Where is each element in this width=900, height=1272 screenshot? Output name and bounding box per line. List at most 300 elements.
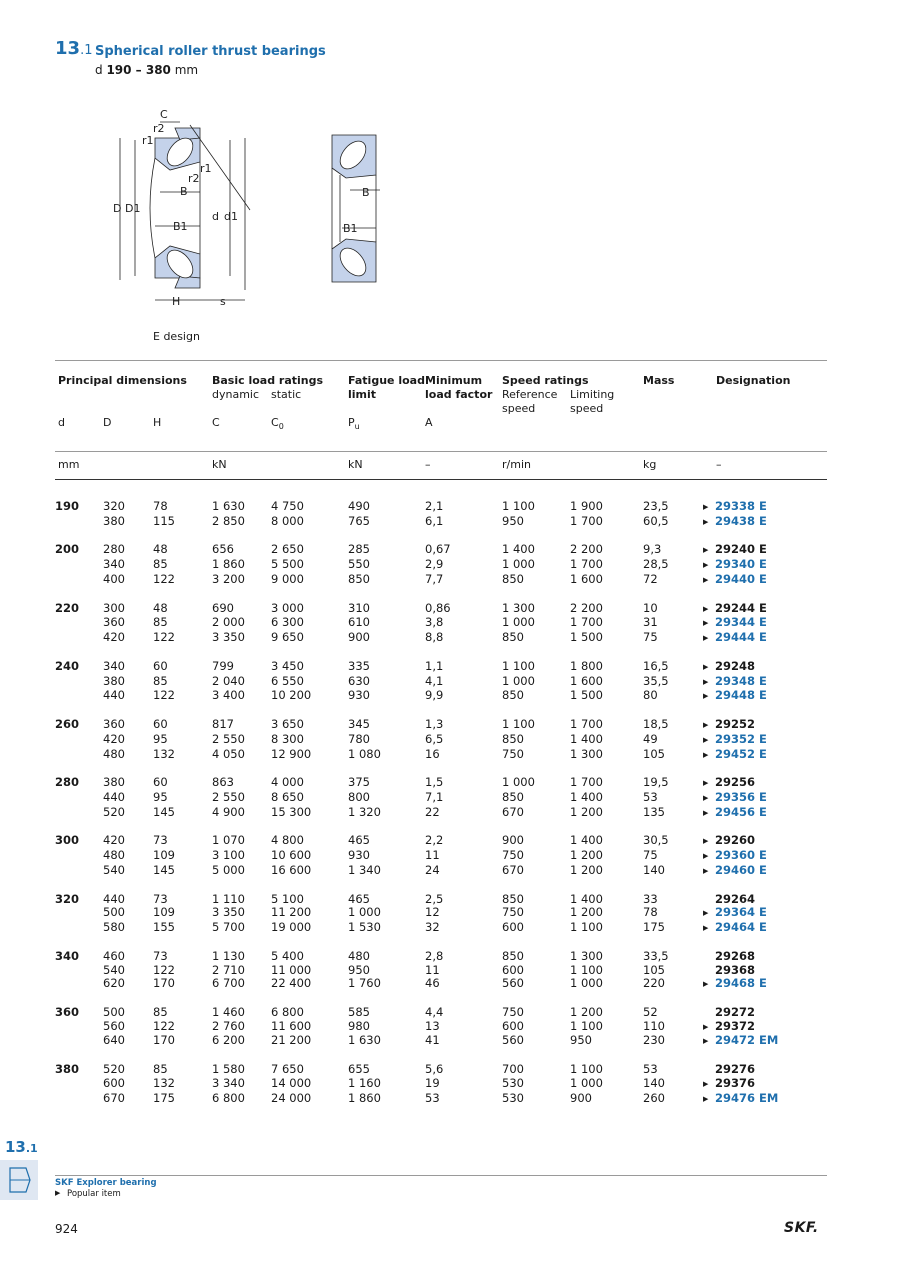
cell-designation — [703, 631, 823, 646]
cell-d: 440 — [103, 789, 125, 804]
designation-link[interactable]: 29260 — [715, 833, 756, 848]
cell-c: 1 110 — [212, 891, 245, 906]
cell-h: 85 — [153, 1062, 168, 1077]
svg-text:d1: d1 — [224, 210, 238, 223]
cell-lim: 1 100 — [570, 1062, 603, 1077]
popular-arrow-icon: ▶ — [703, 1094, 709, 1103]
cell-c: 3 350 — [212, 905, 245, 920]
popular-arrow-icon: ▶ — [703, 677, 709, 686]
cell-d: 420 — [103, 630, 125, 645]
table-row — [55, 906, 823, 921]
symbol-D: D — [103, 416, 112, 429]
cell-d — [55, 1034, 103, 1049]
cell-c: 1 630 — [212, 499, 245, 513]
cell-designation — [703, 834, 823, 849]
cell-designation — [703, 748, 823, 763]
cell-d: 500 — [103, 1004, 125, 1019]
cell-lim: 1 600 — [570, 673, 603, 688]
cell-c0: 4 800 — [271, 833, 304, 848]
cell-c: 1 130 — [212, 948, 245, 963]
cell-a: 7,1 — [425, 789, 444, 804]
cell-mass: 49 — [643, 731, 658, 746]
cell-lim: 1 800 — [570, 658, 603, 673]
popular-arrow-icon: ▶ — [703, 924, 709, 933]
designation-link[interactable]: 29464 E — [715, 920, 767, 935]
svg-text:r1: r1 — [200, 162, 212, 175]
group-spacer — [55, 992, 823, 1006]
popular-arrow-icon: ▶ — [703, 503, 709, 511]
cell-c0: 6 800 — [271, 1004, 304, 1019]
cell-designation — [703, 543, 823, 558]
cell-c0: 22 400 — [271, 976, 312, 991]
header-speed: Speed ratings — [502, 374, 589, 387]
cell-lim: 1 400 — [570, 833, 603, 848]
table-row — [55, 1020, 823, 1035]
cell-d — [55, 733, 103, 748]
cell-d: 340 — [103, 658, 125, 673]
cell-mass: 220 — [643, 976, 665, 991]
cell-ref: 750 — [502, 1004, 524, 1019]
designation-link[interactable]: 29256 — [715, 775, 756, 790]
cell-h: 48 — [153, 600, 168, 615]
cell-mass: 10 — [643, 600, 658, 615]
cell-d: 280 — [103, 542, 125, 557]
footnote-explorer: SKF Explorer bearing — [55, 1178, 157, 1188]
cell-c: 3 400 — [212, 688, 245, 703]
designation-link[interactable]: 29268 — [715, 948, 756, 963]
symbol-d: d — [58, 416, 65, 429]
cell-designation — [703, 806, 823, 821]
svg-text:r2: r2 — [188, 172, 200, 185]
cell-d: 400 — [103, 571, 125, 586]
cell-d — [55, 849, 103, 864]
designation-link[interactable]: 29440 E — [715, 571, 767, 586]
table-row — [55, 500, 823, 515]
table-row — [55, 616, 823, 631]
cell-ref: 750 — [502, 905, 524, 920]
designation-link[interactable]: 29368 — [715, 962, 756, 977]
table-row — [55, 733, 823, 748]
cell-c: 3 200 — [212, 571, 245, 586]
cell-mass: 75 — [643, 630, 658, 645]
cell-c: 2 550 — [212, 731, 245, 746]
designation-link[interactable]: 29356 E — [715, 789, 767, 804]
designation-link[interactable]: 29344 E — [715, 615, 767, 630]
cell-d: 200 — [55, 542, 80, 557]
bearing-table — [55, 500, 823, 1106]
svg-text:d: d — [212, 210, 219, 223]
cell-h: 95 — [153, 731, 168, 746]
cell-ref: 600 — [502, 920, 524, 935]
table-row — [55, 1006, 823, 1020]
cell-pu: 310 — [348, 600, 370, 615]
cell-ref: 1 100 — [502, 499, 535, 513]
cell-designation — [703, 675, 823, 690]
svg-text:D1: D1 — [125, 202, 141, 215]
cell-c0: 15 300 — [271, 804, 312, 819]
cell-lim: 1 100 — [570, 1018, 603, 1033]
designation-link[interactable]: 29364 E — [715, 905, 767, 920]
designation-link[interactable]: 29456 E — [715, 804, 767, 819]
table-row — [55, 864, 823, 879]
cell-c: 1 070 — [212, 833, 245, 848]
cell-d: 340 — [55, 948, 80, 963]
cell-lim: 2 200 — [570, 600, 603, 615]
cell-mass: 33,5 — [643, 948, 669, 963]
cell-c0: 3 450 — [271, 658, 304, 673]
popular-arrow-icon: ▶ — [703, 852, 709, 861]
cell-c0: 9 000 — [271, 571, 304, 586]
header-rule-top — [55, 360, 827, 361]
cell-a: 8,8 — [425, 630, 444, 645]
cell-designation — [703, 791, 823, 806]
cell-ref: 1 000 — [502, 557, 535, 572]
cell-mass: 53 — [643, 789, 658, 804]
designation-link[interactable]: 29244 E — [715, 600, 767, 615]
cell-ref: 600 — [502, 962, 524, 977]
cell-d: 520 — [103, 1062, 125, 1077]
group-spacer — [55, 821, 823, 835]
cell-a: 12 — [425, 905, 440, 920]
cell-mass: 75 — [643, 848, 658, 863]
designation-link[interactable]: 29352 E — [715, 731, 767, 746]
svg-text:B: B — [362, 186, 370, 199]
svg-text:B: B — [180, 185, 188, 198]
cell-mass: 72 — [643, 571, 658, 586]
footnote-popular: ▶ Popular item — [55, 1189, 121, 1199]
cell-c0: 8 650 — [271, 789, 304, 804]
cell-d: 440 — [103, 891, 125, 906]
designation-link[interactable]: 29252 — [715, 716, 756, 731]
cell-pu: 480 — [348, 948, 370, 963]
cell-d: 440 — [103, 688, 125, 703]
cell-h: 115 — [153, 513, 175, 528]
cell-a: 6,5 — [425, 731, 444, 746]
designation-link[interactable]: 29448 E — [715, 688, 767, 703]
svg-text:r2: r2 — [153, 122, 165, 135]
cell-lim: 2 200 — [570, 542, 603, 557]
cell-pu: 1 530 — [348, 920, 381, 935]
cell-pu: 1 760 — [348, 976, 381, 991]
cell-d — [55, 616, 103, 631]
popular-arrow-icon: ▶ — [703, 662, 709, 671]
designation-link[interactable]: 29376 — [715, 1075, 756, 1090]
designation-link[interactable]: 29348 E — [715, 673, 767, 688]
cell-c: 3 340 — [212, 1075, 245, 1090]
designation-link[interactable]: 29472 EM — [715, 1033, 779, 1048]
cell-d: 420 — [103, 833, 125, 848]
cell-pu: 285 — [348, 542, 370, 557]
table-row — [55, 977, 823, 992]
cell-d: 190 — [55, 499, 80, 513]
unit-kn-fatigue: kN — [348, 458, 363, 471]
unit-kn-ratings: kN — [212, 458, 227, 471]
cell-c0: 16 600 — [271, 862, 312, 877]
cell-ref: 850 — [502, 571, 524, 586]
popular-arrow-icon: ▶ — [703, 575, 709, 584]
designation-link[interactable]: 29452 E — [715, 746, 767, 761]
cell-c: 6 700 — [212, 976, 245, 991]
cell-d — [55, 573, 103, 588]
cell-designation — [703, 500, 823, 515]
header-minimum: Minimum load factor — [425, 374, 493, 401]
cell-c: 2 040 — [212, 673, 245, 688]
cell-d: 520 — [103, 804, 125, 819]
cell-a: 2,8 — [425, 948, 444, 963]
designation-link[interactable]: 29276 — [715, 1062, 756, 1077]
popular-arrow-icon: ▶ — [703, 980, 709, 989]
cell-mass: 230 — [643, 1033, 665, 1048]
symbol-H: H — [153, 416, 162, 429]
designation-link[interactable]: 29240 E — [715, 542, 767, 557]
table-row — [55, 893, 823, 907]
cell-lim: 1 700 — [570, 716, 603, 731]
cell-h: 122 — [153, 962, 175, 977]
cell-a: 2,2 — [425, 833, 444, 848]
cell-ref: 850 — [502, 630, 524, 645]
cell-pu: 1 320 — [348, 804, 381, 819]
svg-text:C: C — [160, 108, 168, 121]
cell-lim: 1 200 — [570, 905, 603, 920]
table-row — [55, 791, 823, 806]
cell-designation — [703, 1034, 823, 1049]
cell-lim: 1 500 — [570, 688, 603, 703]
bearing-drawing — [100, 100, 410, 320]
cell-designation — [703, 1020, 823, 1035]
cell-c: 799 — [212, 658, 234, 673]
cell-mass: 78 — [643, 905, 658, 920]
unit-dash-factor: – — [425, 458, 431, 471]
cell-lim: 1 900 — [570, 499, 603, 513]
cell-mass: 175 — [643, 920, 665, 935]
diameter-range: d 190 – 380 mm — [95, 63, 199, 77]
header-static: static — [271, 388, 302, 401]
cell-c: 4 050 — [212, 746, 245, 761]
popular-arrow-icon: ▶ — [703, 735, 709, 744]
cell-pu: 1 630 — [348, 1033, 381, 1048]
cell-c: 1 580 — [212, 1062, 245, 1077]
table-row — [55, 1077, 823, 1092]
cell-h: 170 — [153, 976, 175, 991]
cell-lim: 950 — [570, 1033, 592, 1048]
table-row — [55, 689, 823, 704]
cell-ref: 1 300 — [502, 600, 535, 615]
cell-designation — [703, 906, 823, 921]
cell-pu: 465 — [348, 833, 370, 848]
cell-pu: 950 — [348, 962, 370, 977]
cell-pu: 655 — [348, 1062, 370, 1077]
cell-mass: 140 — [643, 1075, 665, 1090]
cell-ref: 1 000 — [502, 615, 535, 630]
unit-dash-designation: – — [716, 458, 722, 471]
popular-arrow-icon: ▶ — [703, 1022, 709, 1031]
cell-d: 670 — [103, 1090, 125, 1105]
cell-a: 16 — [425, 746, 440, 761]
cell-c0: 12 900 — [271, 746, 312, 761]
cell-h: 85 — [153, 557, 168, 572]
header-fatigue: Fatigue load limit — [348, 374, 425, 401]
cell-d: 600 — [103, 1075, 125, 1090]
designation-link[interactable]: 29338 E — [715, 499, 767, 513]
cell-d — [55, 631, 103, 646]
cell-c0: 5 500 — [271, 557, 304, 572]
table-row — [55, 950, 823, 964]
cell-designation — [703, 1063, 823, 1077]
table-row — [55, 1092, 823, 1107]
designation-link[interactable]: 29272 — [715, 1004, 756, 1019]
cell-lim: 1 200 — [570, 862, 603, 877]
designation-link[interactable]: 29444 E — [715, 630, 767, 645]
cell-mass: 18,5 — [643, 716, 669, 731]
popular-arrow-icon: ▶ — [703, 779, 709, 788]
cell-d: 620 — [103, 976, 125, 991]
cell-lim: 1 000 — [570, 976, 603, 991]
cell-a: 4,4 — [425, 1004, 444, 1019]
designation-link[interactable]: 29476 EM — [715, 1090, 779, 1105]
designation-link[interactable]: 29264 — [715, 891, 756, 906]
svg-text:r1: r1 — [142, 134, 154, 147]
cell-h: 60 — [153, 716, 168, 731]
cell-c0: 4 000 — [271, 775, 304, 790]
cell-d: 540 — [103, 862, 125, 877]
popular-arrow-icon: ▶ — [703, 1037, 709, 1046]
group-spacer — [55, 646, 823, 660]
cell-a: 1,5 — [425, 775, 444, 790]
bearing-section-icon — [0, 1160, 38, 1200]
cell-h: 109 — [153, 848, 175, 863]
designation-link[interactable]: 29372 — [715, 1018, 756, 1033]
cell-a: 2,9 — [425, 557, 444, 572]
cell-c: 4 900 — [212, 804, 245, 819]
cell-d: 240 — [55, 658, 80, 673]
cell-c0: 2 650 — [271, 542, 304, 557]
cell-h: 85 — [153, 615, 168, 630]
cell-d: 360 — [103, 615, 125, 630]
cell-designation — [703, 602, 823, 617]
cell-h: 145 — [153, 862, 175, 877]
cell-c0: 11 000 — [271, 962, 312, 977]
header-reference-speed: Reference speed — [502, 388, 558, 415]
table-row — [55, 849, 823, 864]
cell-h: 48 — [153, 542, 168, 557]
cell-d: 580 — [103, 920, 125, 935]
cell-c0: 19 000 — [271, 920, 312, 935]
svg-text:s: s — [220, 295, 226, 308]
cell-pu: 465 — [348, 891, 370, 906]
cell-designation — [703, 977, 823, 992]
cell-h: 122 — [153, 571, 175, 586]
cell-c0: 11 200 — [271, 905, 312, 920]
cell-ref: 750 — [502, 848, 524, 863]
designation-link[interactable]: 29360 E — [715, 848, 767, 863]
cell-a: 11 — [425, 962, 440, 977]
cell-h: 73 — [153, 891, 168, 906]
cell-h: 85 — [153, 673, 168, 688]
cell-d: 380 — [103, 673, 125, 688]
designation-link[interactable]: 29340 E — [715, 557, 767, 572]
header-rule-mid — [55, 451, 827, 452]
cell-mass: 60,5 — [643, 513, 669, 528]
cell-c0: 10 200 — [271, 688, 312, 703]
cell-c: 5 700 — [212, 920, 245, 935]
cell-ref: 700 — [502, 1062, 524, 1077]
designation-link[interactable]: 29248 — [715, 658, 756, 673]
table-row — [55, 748, 823, 763]
unit-rmin: r/min — [502, 458, 531, 471]
cell-a: 0,86 — [425, 600, 451, 615]
cell-pu: 930 — [348, 848, 370, 863]
cell-ref: 850 — [502, 688, 524, 703]
symbol-A: A — [425, 416, 433, 429]
cell-d: 460 — [103, 948, 125, 963]
cell-a: 2,5 — [425, 891, 444, 906]
cell-c0: 10 600 — [271, 848, 312, 863]
cell-h: 60 — [153, 775, 168, 790]
cell-d: 380 — [55, 1062, 80, 1077]
table-row — [55, 558, 823, 573]
cell-h: 122 — [153, 630, 175, 645]
cell-c0: 21 200 — [271, 1033, 312, 1048]
popular-arrow-icon: ▶ — [703, 619, 709, 628]
cell-h: 132 — [153, 1075, 175, 1090]
designation-link[interactable]: 29468 E — [715, 976, 767, 991]
cell-c: 1 460 — [212, 1004, 245, 1019]
cell-c0: 8 000 — [271, 513, 304, 528]
table-row — [55, 964, 823, 978]
table-row — [55, 543, 823, 558]
cell-a: 11 — [425, 848, 440, 863]
cell-pu: 780 — [348, 731, 370, 746]
cell-pu: 585 — [348, 1004, 370, 1019]
cell-d: 380 — [103, 775, 125, 790]
cell-designation — [703, 733, 823, 748]
cell-pu: 1 000 — [348, 905, 381, 920]
designation-link[interactable]: 29438 E — [715, 513, 767, 528]
symbol-Pu: $P_u$ — [348, 416, 360, 432]
group-spacer — [55, 879, 823, 893]
cell-h: 155 — [153, 920, 175, 935]
side-tab — [0, 1160, 38, 1200]
cell-pu: 900 — [348, 630, 370, 645]
cell-lim: 1 300 — [570, 746, 603, 761]
cell-mass: 135 — [643, 804, 665, 819]
cell-d: 500 — [103, 905, 125, 920]
cell-lim: 1 400 — [570, 731, 603, 746]
cell-ref: 850 — [502, 789, 524, 804]
cell-d: 300 — [103, 600, 125, 615]
svg-text:H: H — [172, 295, 181, 308]
cell-h: 78 — [153, 499, 168, 513]
cell-mass: 28,5 — [643, 557, 669, 572]
cell-lim: 1 700 — [570, 615, 603, 630]
cell-lim: 1 200 — [570, 804, 603, 819]
cell-a: 19 — [425, 1075, 440, 1090]
svg-text:D: D — [113, 202, 122, 215]
designation-link[interactable]: 29460 E — [715, 862, 767, 877]
cell-pu: 1 340 — [348, 862, 381, 877]
cell-a: 6,1 — [425, 513, 444, 528]
cell-d — [55, 921, 103, 936]
cell-c0: 11 600 — [271, 1018, 312, 1033]
popular-arrow-icon: ▶ — [703, 692, 709, 701]
table-row — [55, 921, 823, 936]
group-spacer — [55, 588, 823, 602]
cell-c: 2 000 — [212, 615, 245, 630]
cell-ref: 600 — [502, 1018, 524, 1033]
cell-a: 1,3 — [425, 716, 444, 731]
cell-lim: 1 100 — [570, 962, 603, 977]
cell-a: 1,1 — [425, 658, 444, 673]
